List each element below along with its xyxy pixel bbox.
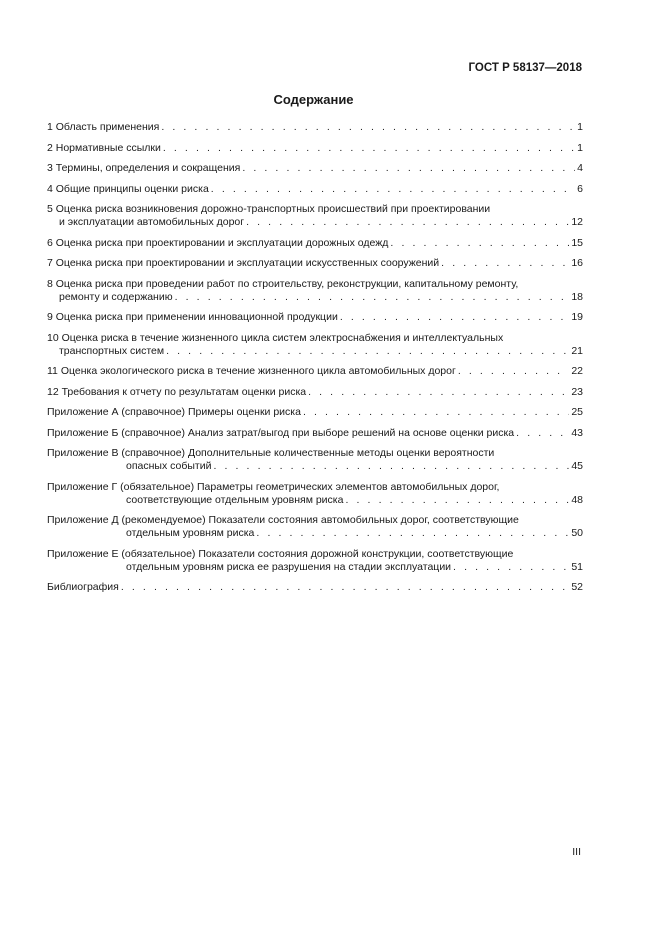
toc-entry-page: 16: [571, 257, 583, 269]
toc-entry-page: 22: [571, 365, 583, 377]
toc-entry-page: 4: [577, 162, 583, 174]
toc-entry-page: 15: [571, 236, 583, 249]
toc-entry-page: 52: [571, 581, 583, 593]
toc-entry[interactable]: [47, 162, 583, 175]
table-of-contents: [47, 121, 583, 602]
toc-entry[interactable]: [47, 278, 583, 304]
toc-entry-text: 3 Термины, определения и сокращения: [47, 162, 241, 174]
dot-leader: [242, 162, 575, 175]
toc-entry-page: 21: [571, 344, 583, 357]
dot-leader: [453, 561, 569, 574]
toc-entry-text: 10 Оценка риска в течение жизненного цикла систем электроснабжения и интеллектуальных: [47, 331, 504, 344]
dot-leader: [345, 494, 569, 507]
dot-leader: [516, 427, 569, 440]
dot-leader: [441, 257, 569, 270]
toc-entry-text: 8 Оценка риска при проведении работ по строительству, реконструкции, капитальному ремонту,: [47, 277, 519, 290]
toc-entry-text: соответствующие отдельным уровням риска: [126, 493, 344, 506]
toc-entry-text: 12 Требования к отчету по результатам оценки риска: [47, 385, 307, 398]
toc-entry-text: и эксплуатации автомобильных дорог: [59, 216, 245, 228]
dot-leader: [246, 216, 569, 229]
toc-entry-page: 45: [571, 460, 583, 472]
toc-entry-text: Приложение Е (обязательное) Показатели состояния дорожной конструкции, соответствующие: [47, 547, 514, 560]
toc-entry[interactable]: [47, 237, 583, 250]
dot-leader: [458, 365, 569, 378]
toc-entry-text: 9 Оценка риска при применении инновационной продукции: [47, 311, 338, 323]
dot-leader: [256, 527, 569, 540]
toc-entry-text: отдельным уровням риска ее разрушения на стадии эксплуатации: [126, 560, 452, 573]
document-code: ГОСТ Р 58137—2018: [468, 62, 582, 74]
toc-entry-text: Приложение Д (рекомендуемое) Показатели состояния автомобильных дорог, соответствующие: [47, 514, 519, 526]
toc-entry-page: 6: [577, 182, 583, 195]
toc-entry[interactable]: [47, 121, 583, 134]
toc-entry[interactable]: [47, 183, 583, 196]
dot-leader: [121, 581, 569, 594]
toc-entry-page: 1: [577, 141, 583, 154]
toc-entry-text: 5 Оценка риска возникновения дорожно-транспортных происшествий при проектировании: [47, 203, 491, 215]
toc-entry[interactable]: [47, 203, 583, 229]
toc-entry-text: отдельным уровням риска: [126, 527, 255, 539]
dot-leader: [161, 121, 575, 134]
toc-entry[interactable]: [47, 311, 583, 324]
toc-entry-page: 25: [571, 406, 583, 418]
toc-entry-page: 18: [571, 290, 583, 303]
dot-leader: [166, 345, 569, 358]
page-number: III: [572, 846, 581, 858]
dot-leader: [175, 291, 570, 304]
toc-entry-text: ремонту и содержанию: [59, 290, 173, 303]
toc-entry[interactable]: [47, 365, 583, 378]
toc-entry[interactable]: [47, 514, 583, 540]
toc-entry-text: 1 Область применения: [47, 121, 160, 133]
toc-entry-text: 2 Нормативные ссылки: [47, 141, 161, 154]
toc-entry[interactable]: [47, 447, 583, 473]
toc-entry-text: Приложение Б (справочное) Анализ затрат/выгод при выборе решений на основе оценки риска: [47, 426, 515, 439]
toc-entry[interactable]: [47, 548, 583, 574]
dot-leader: [308, 386, 569, 399]
toc-entry[interactable]: [47, 142, 583, 155]
dot-leader: [390, 237, 569, 250]
toc-entry[interactable]: [47, 581, 583, 594]
toc-title: Содержание: [273, 92, 354, 107]
dot-leader: [340, 311, 570, 324]
toc-entry[interactable]: [47, 257, 583, 270]
toc-entry-page: 1: [577, 121, 583, 133]
toc-entry-text: 7 Оценка риска при проектировании и эксплуатации искусственных сооружений: [47, 257, 440, 269]
toc-entry-page: 12: [571, 216, 583, 228]
toc-entry-text: транспортных систем: [59, 344, 165, 357]
toc-entry-page: 50: [571, 527, 583, 539]
toc-entry-page: 19: [571, 311, 583, 323]
toc-entry-page: 43: [571, 426, 583, 439]
dot-leader: [211, 183, 575, 196]
toc-entry-text: 4 Общие принципы оценки риска: [47, 182, 209, 195]
toc-entry-page: 51: [571, 560, 583, 573]
dot-leader: [163, 142, 575, 155]
toc-entry-text: Библиография: [47, 581, 119, 593]
toc-entry-text: Приложение А (справочное) Примеры оценки риска: [47, 406, 301, 418]
toc-entry-page: 23: [571, 385, 583, 398]
toc-entry-text: Приложение Г (обязательное) Параметры геометрических элементов автомобильных дорог,: [47, 480, 500, 493]
toc-entry-text: 6 Оценка риска при проектировании и эксплуатации дорожных одежд: [47, 236, 389, 249]
toc-entry[interactable]: [47, 386, 583, 399]
toc-entry-text: Приложение В (справочное) Дополнительные количественные методы оценки вероятности: [47, 447, 495, 459]
toc-entry-page: 48: [571, 493, 583, 506]
toc-entry-text: опасных событий: [126, 460, 212, 472]
dot-leader: [213, 460, 569, 473]
toc-entry[interactable]: [47, 481, 583, 507]
toc-entry[interactable]: [47, 332, 583, 358]
dot-leader: [303, 406, 569, 419]
toc-entry[interactable]: [47, 406, 583, 419]
toc-entry[interactable]: [47, 427, 583, 440]
toc-entry-text: 11 Оценка экологического риска в течение жизненного цикла автомобильных дорог: [47, 365, 456, 377]
